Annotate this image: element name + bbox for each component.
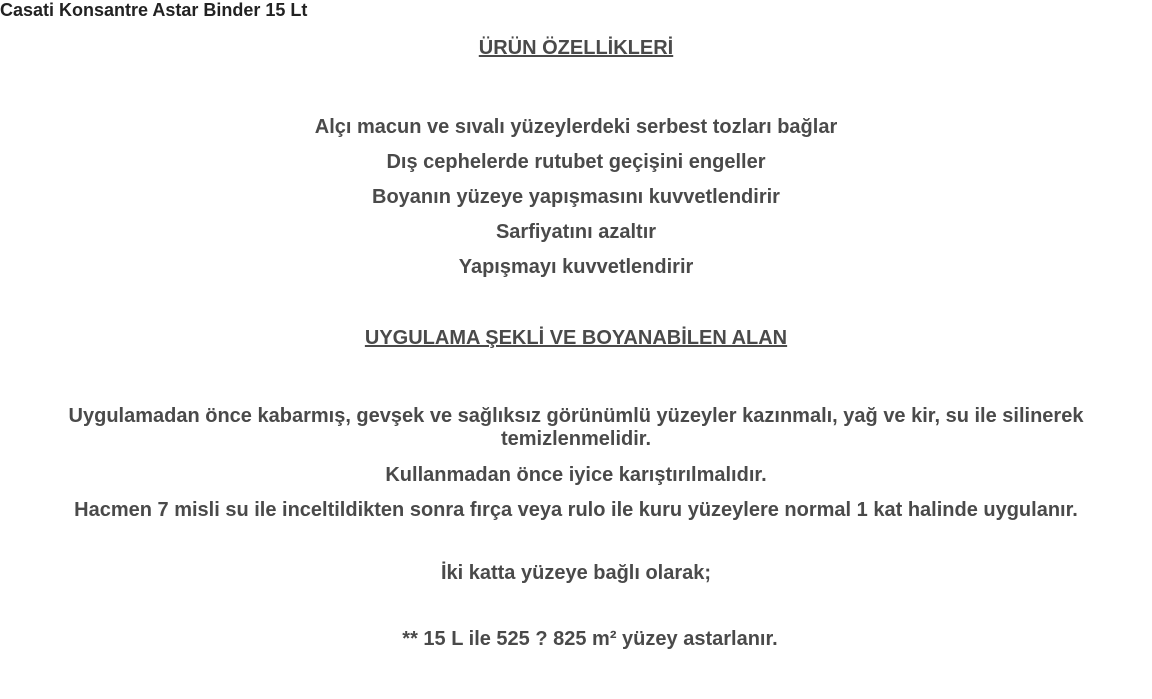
application-paragraph: Hacmen 7 misli su ile inceltildikten sonra fırça veya rulo ile kuru yüzeylere normal 1 kat halinde uygulanır. (74, 499, 1078, 521)
feature-item: Yapışmayı kuvvetlendirir (458, 256, 694, 278)
feature-item: Sarfiyatını azaltır (495, 221, 657, 243)
page-title: Casati Konsantre Astar Binder 15 Lt (0, 0, 308, 20)
feature-item: Dış cephelerde rutubet geçişini engeller (386, 151, 766, 173)
feature-item: Alçı macun ve sıvalı yüzeylerdeki serbest tozları bağlar (314, 116, 838, 138)
features-heading: ÜRÜN ÖZELLİKLERİ (478, 37, 674, 59)
application-paragraph: Kullanmadan önce iyice karıştırılmalıdır. (385, 464, 767, 486)
coverage-note: ** 15 L ile 525 ? 825 m² yüzey astarlanır. (402, 628, 778, 650)
feature-item: Boyanın yüzeye yapışmasını kuvvetlendirir (372, 186, 780, 208)
application-heading: UYGULAMA ŞEKLİ VE BOYANABİLEN ALAN (364, 327, 788, 349)
application-paragraph: İki katta yüzeye bağlı olarak; (440, 562, 712, 584)
application-paragraph: Uygulamadan önce kabarmış, gevşek ve sağlıksız görünümlü yüzeyler kazınmalı, yağ ve kir, su ile silinerek temizlenmelidir. (68, 405, 1084, 450)
